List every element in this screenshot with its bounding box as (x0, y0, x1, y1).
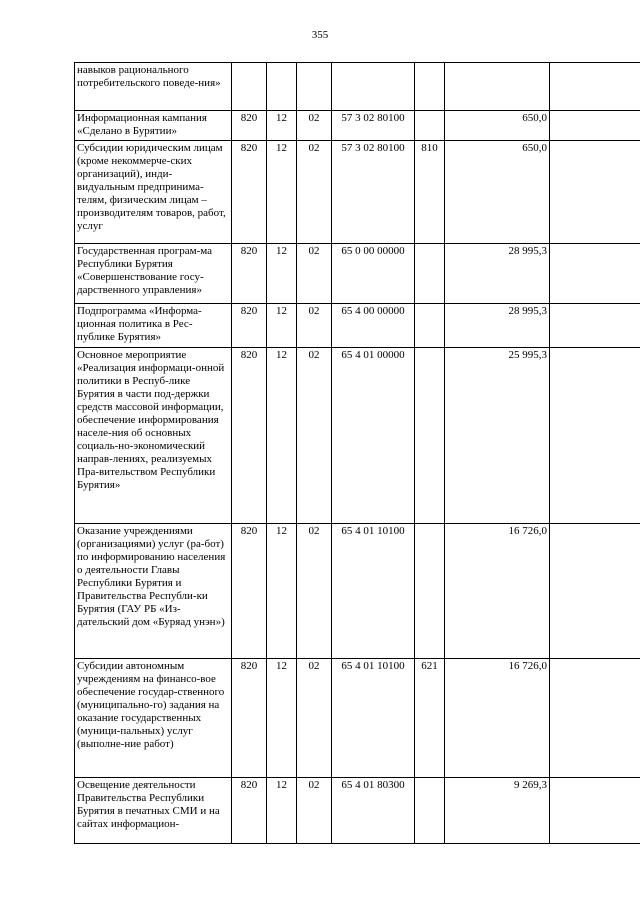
row-pr-cell: 02 (297, 111, 332, 141)
row-name-cell: Оказание учреждениями (организациями) услуг (ра-бот) по информированию населения о деятельности Главы Республики Бурятия и Правительства Республи-ки Бурятия (ГАУ РБ «Из-дательский дом «Буряад унэн») (75, 524, 232, 659)
row-pr-cell: 02 (297, 659, 332, 778)
row-extra-cell (550, 348, 640, 524)
row-rz-cell: 12 (267, 778, 297, 844)
row-extra-cell (550, 63, 640, 111)
row-sum-cell: 16 726,0 (445, 659, 550, 778)
row-csr-cell: 65 0 00 00000 (332, 244, 415, 304)
row-ved-cell: 820 (232, 141, 267, 244)
row-ved-cell: 820 (232, 244, 267, 304)
row-vr-cell (415, 63, 445, 111)
row-extra-cell (550, 778, 640, 844)
row-ved-cell: 820 (232, 111, 267, 141)
row-sum-cell: 25 995,3 (445, 348, 550, 524)
row-csr-cell: 65 4 01 00000 (332, 348, 415, 524)
table-row (75, 141, 640, 244)
row-sum-cell: 28 995,3 (445, 304, 550, 348)
budget-table (74, 62, 640, 844)
row-sum-cell: 9 269,3 (445, 778, 550, 844)
row-sum-cell: 16 726,0 (445, 524, 550, 659)
row-ved-cell: 820 (232, 304, 267, 348)
row-rz-cell: 12 (267, 348, 297, 524)
row-pr-cell: 02 (297, 778, 332, 844)
row-vr-cell (415, 111, 445, 141)
row-extra-cell (550, 111, 640, 141)
row-name-cell: Субсидии юридическим лицам (кроме некоммерче-ских организаций), инди-видуальным предпринима-телям, физическим лицам – производителям товаров, работ, услуг (75, 141, 232, 244)
row-pr-cell: 02 (297, 141, 332, 244)
row-pr-cell: 02 (297, 348, 332, 524)
row-extra-cell (550, 244, 640, 304)
row-csr-cell: 65 4 00 00000 (332, 304, 415, 348)
row-extra-cell (550, 304, 640, 348)
row-csr-cell: 57 3 02 80100 (332, 141, 415, 244)
row-ved-cell: 820 (232, 348, 267, 524)
row-rz-cell: 12 (267, 304, 297, 348)
row-vr-cell (415, 244, 445, 304)
row-extra-cell (550, 524, 640, 659)
table-row (75, 111, 640, 141)
page-number: 355 (311, 29, 329, 41)
row-ved-cell: 820 (232, 659, 267, 778)
row-sum-cell (445, 63, 550, 111)
row-vr-cell: 621 (415, 659, 445, 778)
row-name-cell: Освещение деятельности Правительства Республики Бурятия в печатных СМИ и на сайтах информацион- (75, 778, 232, 844)
row-sum-cell: 650,0 (445, 141, 550, 244)
row-sum-cell: 650,0 (445, 111, 550, 141)
row-rz-cell: 12 (267, 524, 297, 659)
row-pr-cell (297, 63, 332, 111)
row-sum-cell: 28 995,3 (445, 244, 550, 304)
row-csr-cell: 65 4 01 10100 (332, 659, 415, 778)
row-name-cell: Информационная кампания «Сделано в Бурятии» (75, 111, 232, 141)
row-rz-cell: 12 (267, 141, 297, 244)
row-extra-cell (550, 659, 640, 778)
row-rz-cell (267, 63, 297, 111)
row-rz-cell: 12 (267, 111, 297, 141)
row-rz-cell: 12 (267, 659, 297, 778)
row-csr-cell: 65 4 01 80300 (332, 778, 415, 844)
row-extra-cell (550, 141, 640, 244)
row-pr-cell: 02 (297, 244, 332, 304)
row-ved-cell (232, 63, 267, 111)
row-vr-cell (415, 304, 445, 348)
row-name-cell: Основное мероприятие «Реализация информаци-онной политики в Респуб-лике Бурятия в части под-держки средств массовой информации, обеспечение информирования населе-ния об основных социаль-но-экономический направ-лениях, реализуемых Пра-вительством Республики Бурятия» (75, 348, 232, 524)
table-row (75, 244, 640, 304)
row-vr-cell (415, 778, 445, 844)
row-pr-cell: 02 (297, 304, 332, 348)
table-row (75, 63, 640, 111)
table-row (75, 778, 640, 844)
row-name-cell: навыков рационального потребительского поведе-ния» (75, 63, 232, 111)
row-csr-cell: 57 3 02 80100 (332, 111, 415, 141)
row-rz-cell: 12 (267, 244, 297, 304)
row-csr-cell: 65 4 01 10100 (332, 524, 415, 659)
row-pr-cell: 02 (297, 524, 332, 659)
row-vr-cell (415, 348, 445, 524)
row-ved-cell: 820 (232, 524, 267, 659)
row-name-cell: Субсидии автономным учреждениям на финансо-вое обеспечение государ-ственного (муниципально-го) задания на оказание государственных (муници-пальных) услуг (выполне-ние работ) (75, 659, 232, 778)
row-name-cell: Подпрограмма «Информа-ционная политика в Рес-публике Бурятия» (75, 304, 232, 348)
row-vr-cell: 810 (415, 141, 445, 244)
row-ved-cell: 820 (232, 778, 267, 844)
table-row (75, 524, 640, 659)
row-name-cell: Государственная програм-ма Республики Бурятия «Совершенствование госу-дарственного управления» (75, 244, 232, 304)
table-row (75, 659, 640, 778)
table-row (75, 304, 640, 348)
row-csr-cell (332, 63, 415, 111)
table-row (75, 348, 640, 524)
row-vr-cell (415, 524, 445, 659)
